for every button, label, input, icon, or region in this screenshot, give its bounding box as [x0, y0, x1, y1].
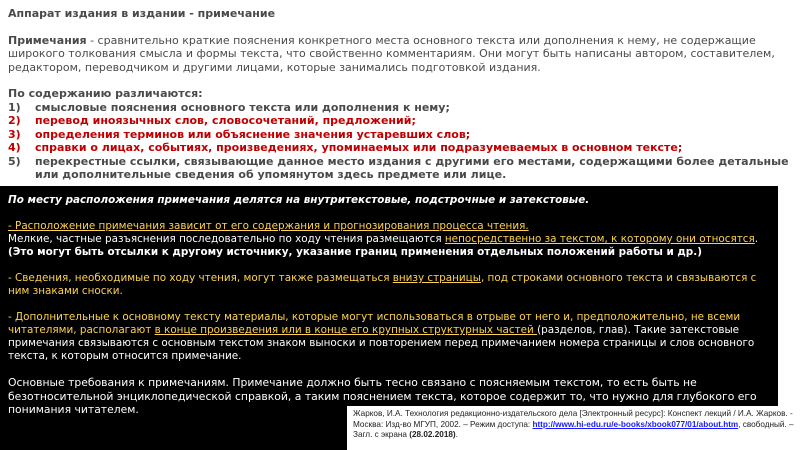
- end-of-work-highlight: в конце произведения или в конце его крупных структурных частей: [154, 324, 538, 336]
- content-heading: По содержанию различаются:: [8, 87, 203, 100]
- definition-text: - сравнительно краткие пояснения конкретного места основного текста или дополнения к нему, не содержащие широкого толкования смысла и формы текста, что свойственно комментариям. Они могут быть написаны автором, составителем, редактором, переводчиком и другими лицами, которые занимались подготовкой издания.: [8, 33, 775, 74]
- requirements-paragraph: Основные требования к примечаниям. Примечание должно быть тесно связано с поясняемым текстом, то есть быть не безотносительной энциклопедической справкой, а таким пояснением текста, которое содержит то, что нужно для глубокого его понимания читателем.: [8, 376, 757, 416]
- list-item: 5) перекрестные ссылки, связывающие данное место издания с другими его местами, содержащими более детальные или дополнительные сведения об упомянутом здесь предмете или лице.: [8, 154, 789, 181]
- examples-note: (Это могут быть отсылки к другому источнику, указание границ применения отдельных положений работы и др.): [8, 246, 702, 258]
- access-date: (28.02.2018): [409, 430, 456, 439]
- placement-depends-line: - Расположение примечания зависит от его содержания и прогнозирования процесса чтения.: [8, 220, 529, 232]
- slide-title: Аппарат издания в издании - примечание: [8, 7, 276, 20]
- definition-term: Примечания: [8, 33, 87, 47]
- panel-heading: По месту расположения примечания делятся на внутритекстовые, подстрочные и затекстовые.: [8, 194, 590, 206]
- endnotes-paragraph: - Дополнительные к основному тексту материалы, которые могут использоваться в отрыве от него и, предположительно, не всеми читателями, располагают в конце произведения или в конце его крупных структурных частей (разделов, глав). Такие затекстовые примечания связываются с основным текстом знаком выноски и повторением перед примечанием номера страницы и слов основного текста, к которым относится примечание.: [8, 311, 755, 362]
- source-link[interactable]: http://www.hi-edu.ru/e-books/xbook077/01/about.htm: [532, 419, 739, 429]
- source-reference: Жарков, И.А. Технология редакционно-издательского дела [Электронный ресурс]: Конспект лекций / И.А. Жарков. - Москва: Изд-во МГУП, 2002. – Режим доступа: http://www.hi-edu.ru/e-books/xbook077/01/about.htm, свободный. – Загл. с экрана (28.02.2018).: [347, 406, 800, 450]
- content-types-list: [8, 101, 794, 182]
- bottom-of-page-highlight: внизу страницы: [392, 272, 481, 284]
- definition-paragraph: [8, 34, 794, 75]
- list-item: 4) справки о лицах, событиях, произведениях, упоминаемых или подразумеваемых в основном тексте;: [8, 141, 683, 154]
- list-item: 2) перевод иноязычных слов, словосочетаний, предложений;: [8, 114, 416, 127]
- after-text-highlight: непосредственно за текстом, к которому они относятся: [444, 233, 755, 245]
- list-item: 1) смысловые пояснения основного текста или дополнения к нему;: [8, 100, 450, 114]
- footnotes-paragraph: - Сведения, необходимые по ходу чтения, могут также размещаться внизу страницы, под строками основного текста и связываются с ним знаками сноски.: [8, 272, 757, 297]
- upper-text-block: [0, 0, 800, 185]
- in-text-notes-paragraph: - Расположение примечания зависит от его содержания и прогнозирования процесса чтения. Мелкие, частные разъяснения последовательно по ходу чтения размещаются непосредственно за текстом, к которому они относятся. (Это могут быть отсылки к другому источнику, указание границ применения отдельных положений работы и др.): [8, 220, 768, 259]
- list-item: 3) определения терминов или объяснение значения устаревших слов;: [8, 127, 471, 141]
